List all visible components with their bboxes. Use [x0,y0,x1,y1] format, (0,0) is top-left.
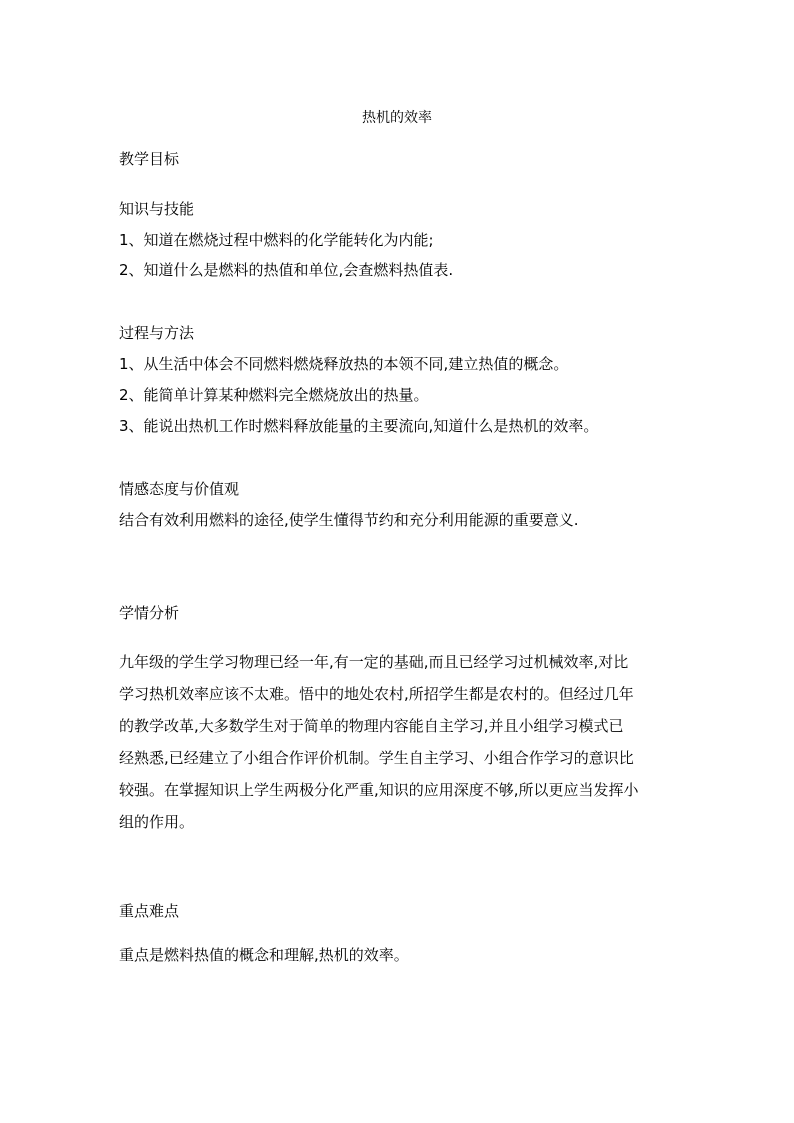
attitude-text: 结合有效利用燃料的途径,使学生懂得节约和充分利用能源的重要意义. [119,511,579,529]
process-item-2: 2、能简单计算某种燃料完全燃烧放出的热量。 [119,386,429,404]
objectives-heading: 教学目标 [119,150,180,168]
analysis-paragraph [119,646,687,838]
key-points-heading: 重点难点 [119,902,180,920]
analysis-line-4: 经熟悉,已经建立了小组合作评价机制。学生自主学习、小组合作学习的意识比 [119,749,634,767]
attitude-heading: 情感态度与价值观 [119,480,240,498]
knowledge-item-2: 2、知道什么是燃料的热值和单位,会查燃料热值表. [119,261,454,279]
process-heading: 过程与方法 [119,324,195,342]
process-item-3: 3、能说出热机工作时燃料释放能量的主要流向,知道什么是热机的效率。 [119,417,599,435]
knowledge-heading: 知识与技能 [119,200,195,218]
document-title: 热机的效率 [362,110,432,126]
analysis-line-1: 九年级的学生学习物理已经一年,有一定的基础,而且已经学习过机械效率,对比 [119,653,629,671]
key-points-text: 重点是燃料热值的概念和理解,热机的效率。 [119,946,409,964]
process-item-1: 1、从生活中体会不同燃料燃烧释放热的本领不同,建立热值的概念。 [119,355,569,373]
analysis-line-5: 较强。在掌握知识上学生两极分化严重,知识的应用深度不够,所以更应当发挥小 [119,781,639,799]
knowledge-item-1: 1、知道在燃烧过程中燃料的化学能转化为内能; [119,231,434,249]
analysis-heading: 学情分析 [119,604,180,622]
analysis-line-6: 组的作用。 [119,813,195,831]
analysis-line-2: 学习热机效率应该不太难。悟中的地处农村,所招学生都是农村的。但经过几年 [119,685,634,703]
analysis-line-3: 的教学改革,大多数学生对于简单的物理内容能自主学习,并且小组学习模式已 [119,717,624,735]
